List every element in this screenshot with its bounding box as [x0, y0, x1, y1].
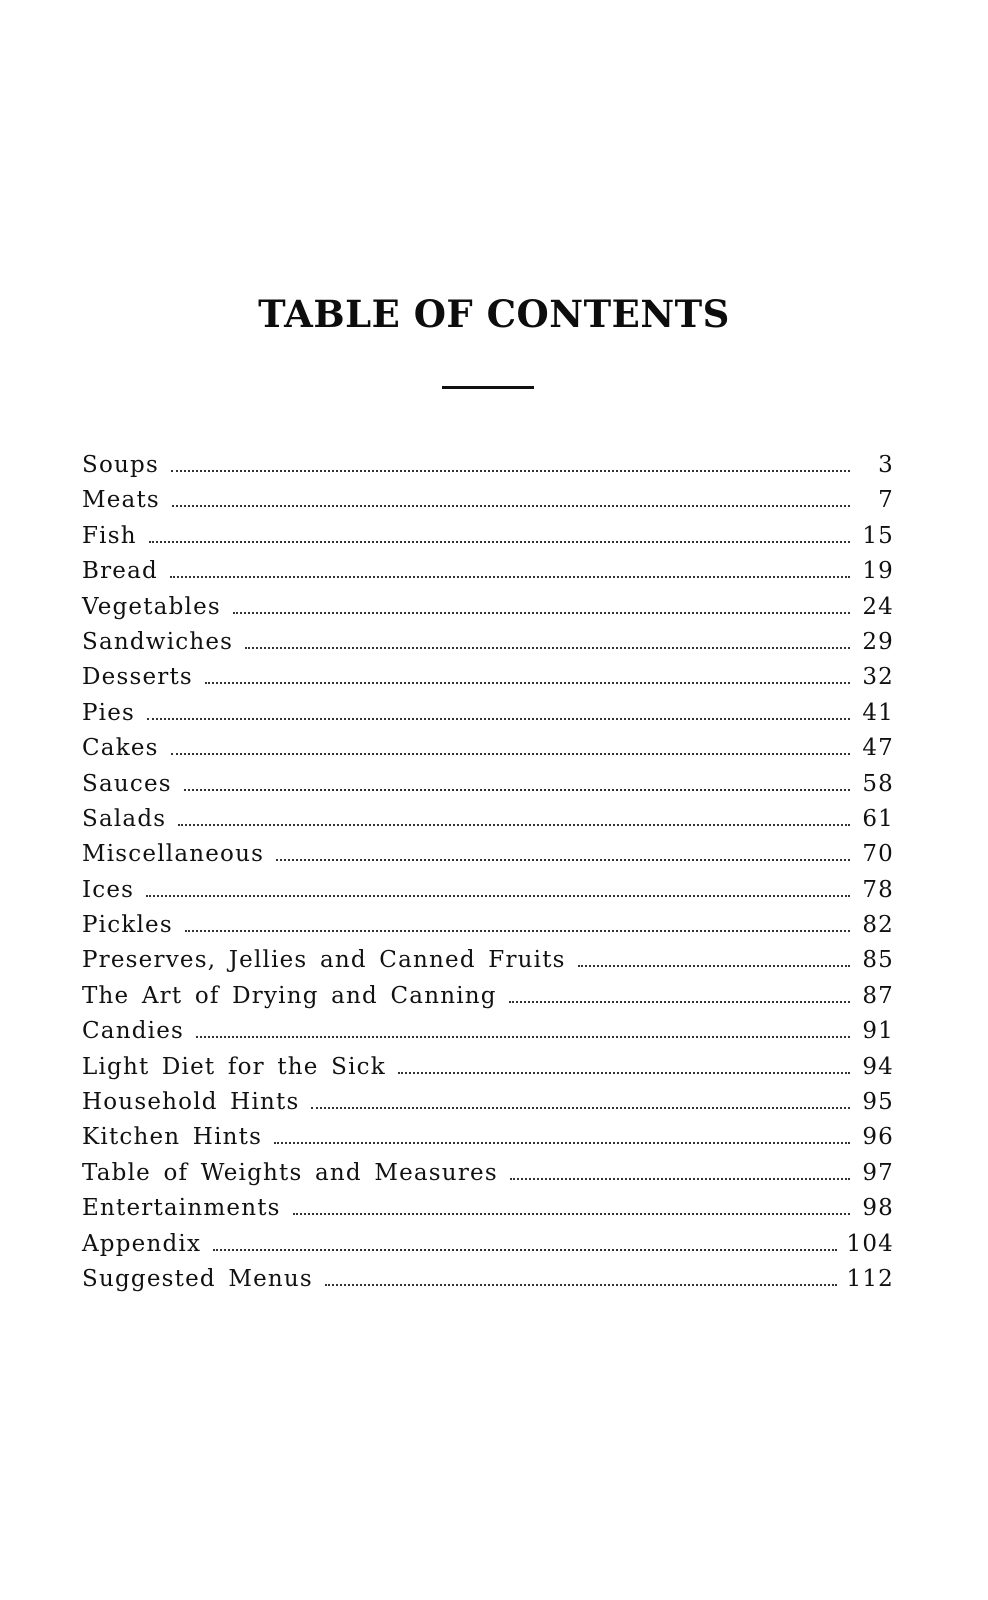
toc-entry-label: Candies — [82, 1018, 185, 1045]
toc-entry-page: 61 — [862, 805, 894, 832]
toc-entry — [82, 487, 894, 522]
toc-entry-label: Meats — [82, 487, 160, 514]
toc-entry-page: 98 — [862, 1195, 894, 1222]
toc-entry-page: 29 — [862, 628, 894, 655]
toc-entry-page: 97 — [862, 1159, 894, 1186]
toc-entry — [82, 594, 894, 629]
dot-leader — [178, 824, 850, 826]
dot-leader — [233, 612, 850, 614]
dot-leader — [245, 647, 850, 649]
toc-entry — [82, 983, 894, 1018]
toc-entry-label: Soups — [82, 452, 159, 478]
dot-leader — [205, 682, 850, 684]
toc-entry — [82, 1231, 894, 1266]
dot-leader — [311, 1107, 850, 1109]
toc-entry-page: 15 — [862, 522, 894, 549]
toc-entry-label: Fish — [82, 522, 137, 549]
dot-leader — [509, 1001, 850, 1003]
toc-entry — [82, 771, 894, 806]
toc-entry — [82, 1089, 894, 1124]
toc-entry-label: Kitchen Hints — [82, 1124, 263, 1151]
dot-leader — [398, 1072, 850, 1074]
toc-entry-label: Cakes — [82, 735, 159, 762]
toc-entry — [82, 1124, 894, 1159]
toc-entry-label: Salads — [82, 805, 167, 832]
toc-entry — [82, 558, 894, 593]
toc-entry-page: 32 — [862, 664, 894, 691]
toc-entry-page: 58 — [862, 770, 894, 797]
toc-entry — [82, 841, 894, 876]
toc-entry — [82, 877, 894, 912]
toc-entry-page: 91 — [862, 1018, 894, 1045]
dot-leader — [147, 718, 850, 720]
toc-entry-label: Pies — [82, 699, 136, 726]
toc-entry-page: 82 — [862, 912, 894, 939]
toc-entry-label: Vegetables — [82, 593, 221, 620]
toc-entry-page: 112 — [846, 1265, 894, 1292]
dot-leader — [293, 1213, 850, 1215]
toc-entry-label: Household Hints — [82, 1089, 300, 1116]
dot-leader — [149, 541, 850, 543]
toc-entry-label: Entertainments — [82, 1195, 281, 1222]
table-of-contents — [82, 452, 894, 1301]
toc-entry-label: Light Diet for the Sick — [82, 1053, 386, 1080]
toc-entry-label: Pickles — [82, 912, 173, 939]
toc-entry — [82, 735, 894, 770]
dot-leader — [276, 859, 850, 861]
toc-entry — [82, 664, 894, 699]
toc-entry — [82, 700, 894, 735]
toc-entry-label: Miscellaneous — [82, 841, 265, 868]
dot-leader — [184, 789, 850, 791]
toc-entry-page: 104 — [846, 1230, 894, 1257]
toc-entry — [82, 1195, 894, 1230]
toc-entry-page: 24 — [862, 593, 894, 620]
toc-entry-page: 3 — [878, 452, 894, 478]
toc-entry — [82, 629, 894, 664]
toc-entry — [82, 452, 894, 487]
dot-leader — [213, 1249, 836, 1251]
title-divider — [442, 386, 534, 389]
dot-leader — [170, 576, 850, 578]
toc-entry — [82, 912, 894, 947]
page-title: TABLE OF CONTENTS — [258, 292, 730, 336]
toc-entry-label: Appendix — [82, 1230, 202, 1257]
toc-entry-page: 94 — [862, 1053, 894, 1080]
dot-leader — [325, 1284, 837, 1286]
dot-leader — [172, 505, 850, 507]
toc-entry — [82, 806, 894, 841]
toc-entry-label: Sandwiches — [82, 628, 234, 655]
toc-entry-page: 87 — [862, 982, 894, 1009]
toc-entry-page: 78 — [862, 876, 894, 903]
dot-leader — [196, 1036, 850, 1038]
toc-entry-label: Bread — [82, 558, 158, 585]
toc-entry-page: 47 — [862, 735, 894, 762]
toc-entry-label: Desserts — [82, 664, 193, 691]
toc-entry-page: 95 — [862, 1089, 894, 1116]
toc-entry-label: Suggested Menus — [82, 1265, 313, 1292]
toc-entry-page: 7 — [878, 487, 894, 514]
toc-entry — [82, 1054, 894, 1089]
toc-entry-page: 19 — [862, 558, 894, 585]
dot-leader — [171, 753, 850, 755]
toc-entry — [82, 1018, 894, 1053]
toc-entry-page: 70 — [862, 841, 894, 868]
toc-entry-page: 41 — [862, 699, 894, 726]
toc-entry-page: 85 — [862, 947, 894, 974]
toc-entry — [82, 523, 894, 558]
dot-leader — [510, 1178, 850, 1180]
toc-entry-label: Sauces — [82, 770, 172, 797]
toc-entry-label: Table of Weights and Measures — [82, 1159, 498, 1186]
toc-entry-label: Preserves, Jellies and Canned Fruits — [82, 947, 566, 974]
toc-entry-label: The Art of Drying and Canning — [82, 982, 497, 1009]
dot-leader — [578, 965, 850, 967]
toc-entry-label: Ices — [82, 876, 135, 903]
dot-leader — [185, 930, 850, 932]
dot-leader — [171, 470, 850, 472]
toc-entry — [82, 1266, 894, 1301]
toc-entry — [82, 947, 894, 982]
dot-leader — [146, 895, 850, 897]
toc-entry — [82, 1160, 894, 1195]
toc-entry-page: 96 — [862, 1124, 894, 1151]
dot-leader — [274, 1142, 850, 1144]
